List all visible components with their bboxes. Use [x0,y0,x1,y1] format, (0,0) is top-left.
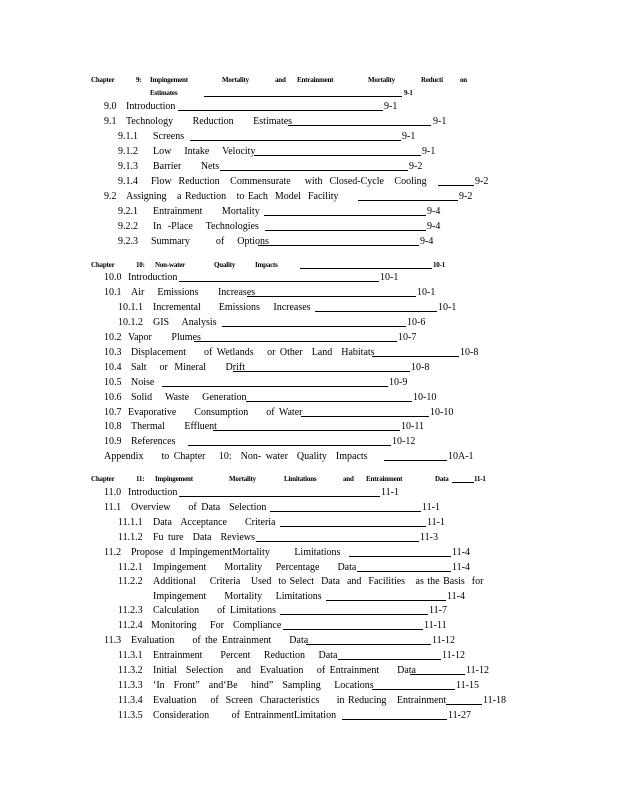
toc-entry-10-1-2[interactable] [0,316,618,330]
toc-entry-11-1-1[interactable] [0,516,618,530]
chapter-title-word: Quality [214,261,236,269]
toc-entry-number: 9.2.2 [118,221,138,232]
toc-entry-title: Thermal Effluent [131,421,217,432]
toc-entry-9-2-1[interactable] [0,205,618,219]
toc-page-number: 10-11 [401,421,424,432]
chapter-number: 11: [136,475,145,483]
toc-entry-11-3-3[interactable] [0,679,618,693]
toc-entry-title: Vapor Plumes [128,332,201,343]
toc-page-number: 9-2 [409,161,423,172]
chapter-number: 9: [136,76,142,84]
toc-page-number: 10-10 [430,407,454,418]
toc-entry-title: Air Emissions Increases [131,287,256,298]
toc-page-number: 9-1 [433,116,447,127]
toc-entry-number: 11.1.2 [118,532,143,543]
toc-entry-9-1-2[interactable] [0,145,618,159]
toc-entry-appendix-10[interactable] [0,450,618,464]
toc-page-number: 9-2 [459,191,473,202]
toc-entry-number: 10.4 [104,362,122,373]
toc-page-number: 9-4 [427,206,441,217]
toc-page-number: 10-1 [438,302,457,313]
toc-entry-title: Monitoring For Compliance [151,620,282,631]
toc-page-number: 9-1 [402,131,416,142]
toc-entry-number: 9.1.1 [118,131,138,142]
dot-leader [188,445,391,446]
toc-page-number: 10-10 [413,392,437,403]
chapter-title-word: Limitations [284,475,317,483]
toc-entry-number: 10.3 [104,347,122,358]
dot-leader [326,600,446,601]
toc-entry-number: 9.1.4 [118,176,138,187]
toc-entry-number: 10.1.1 [118,302,143,313]
toc-entry-number: 9.1 [104,116,117,127]
chapter-title-word: Non-water [155,261,186,269]
dot-leader [301,416,429,417]
toc-entry-title: References [131,436,176,447]
toc-entry-10-8[interactable] [0,420,618,434]
toc-entry-title: Low Intake Velocity [153,146,256,157]
chapter-title-word: Reducti [421,76,443,84]
toc-page-number: 10-6 [407,317,426,328]
chapter-title-word: and [343,475,354,483]
toc-entry-title: Initial Selection and Evaluation of Entrainment Data [153,665,416,676]
toc-entry-10-6[interactable] [0,391,618,405]
dot-leader [256,541,419,542]
toc-entry-number: 11.1.1 [118,517,143,528]
dot-leader [300,268,432,269]
toc-entry-11-3-5[interactable] [0,709,618,723]
toc-page-number: 10A-1 [448,451,474,462]
toc-entry-10-0[interactable] [0,271,618,285]
toc-page-number: 9-1 [384,101,398,112]
toc-entry-title: Assigning a Reduction to Each Model Facility [126,191,339,202]
toc-page-number: 11-11 [424,620,447,631]
toc-entry-title: Appendix to Chapter 10: Non- water Quality Impacts [104,451,368,462]
chapter-word: Chapter [91,475,115,483]
toc-entry-title: Technology Reduction Estimates [126,116,293,127]
toc-page-number: 11-12 [466,665,489,676]
toc-entry-11-2[interactable] [0,546,618,560]
dot-leader [179,281,379,282]
toc-page-number: 9-4 [427,221,441,232]
toc-page-number: 9-2 [475,176,489,187]
toc-entry-title: Evaluation of Screen Characteristics in Reducing Entrainment [153,695,447,706]
toc-entry-number: 10.7 [104,407,122,418]
toc-entry-number: 9.2.3 [118,236,138,247]
chapter-title-word: Mortality [229,475,256,483]
dot-leader [190,140,401,141]
dot-leader [342,719,447,720]
dot-leader [446,704,482,705]
chapter-number: 10: [136,261,145,269]
toc-entry-number: 11.3 [104,635,122,646]
toc-entry-number: 10.6 [104,392,122,403]
chapter-word: Chapter [91,76,115,84]
toc-entry-number: 11.2.2 [118,576,143,587]
toc-entry-number: 11.2.1 [118,562,143,573]
toc-entry-9-1-1[interactable] [0,130,618,144]
toc-entry-title: Introduction [128,487,178,498]
toc-page-number: 11-7 [429,605,447,616]
toc-entry-10-1-1[interactable] [0,301,618,315]
chapter-9-heading-continued [0,86,618,100]
toc-entry-9-1-4[interactable] [0,175,618,189]
toc-entry-11-1-2[interactable] [0,531,618,545]
toc-entry-10-7[interactable] [0,406,618,420]
toc-page-number: 10-1 [417,287,436,298]
dot-leader [280,614,428,615]
toc-entry-10-2[interactable] [0,331,618,345]
dot-leader [357,571,451,572]
dot-leader [204,96,402,97]
toc-entry-title: Noise [131,377,155,388]
dot-leader [270,511,421,512]
toc-entry-11-3-2[interactable] [0,664,618,678]
toc-entry-9-2-2[interactable] [0,220,618,234]
toc-entry-title: Propose d ImpingementMortality Limitations [131,547,341,558]
toc-entry-title: Introduction [126,101,176,112]
toc-entry-number: 11.3.2 [118,665,143,676]
toc-entry-number: 9.0 [104,101,117,112]
dot-leader [247,296,416,297]
toc-entry-11-2-1[interactable] [0,561,618,575]
chapter-word: Chapter [91,261,115,269]
toc-entry-number: 11.1 [104,502,122,513]
toc-entry-title: GIS Analysis [153,317,217,328]
toc-entry-number: 11.0 [104,487,122,498]
toc-entry-number: 11.2 [104,547,122,558]
toc-entry-number: 11.2.4 [118,620,143,631]
dot-leader [246,401,412,402]
dot-leader [233,371,410,372]
toc-page-number: 11-12 [432,635,455,646]
toc-page-number: 9-1 [422,146,436,157]
toc-entry-number: 9.1.2 [118,146,138,157]
toc-page-number: 11-3 [420,532,438,543]
chapter-11-heading [0,472,618,486]
toc-page-number: 10-12 [392,436,416,447]
chapter-title-word: Estimates [150,89,178,97]
toc-page-number: 10-8 [460,347,479,358]
toc-page-number: 10-9 [389,377,408,388]
toc-page-number: 11-1 [474,475,486,483]
toc-entry-11-2-3[interactable] [0,604,618,618]
dot-leader [315,311,437,312]
toc-page-number: 10-7 [398,332,417,343]
chapter-title-word: Impingement [155,475,193,483]
toc-entry-title: Entrainment Mortality [153,206,260,217]
dot-leader [162,386,388,387]
chapter-9-heading [0,73,618,87]
toc-entry-number: 9.2.1 [118,206,138,217]
toc-entry-10-1[interactable] [0,286,618,300]
toc-entry-title: Fu ture Data Reviews [153,532,255,543]
toc-entry-number: 10.1.2 [118,317,143,328]
toc-entry-title: Calculation of Limitations [153,605,277,616]
toc-entry-number: 11.3.5 [118,710,143,721]
dot-leader [283,629,423,630]
toc-entry-title: Salt or Mineral Drift [131,362,245,373]
toc-entry-10-9[interactable] [0,435,618,449]
toc-entry-title: Consideration of EntrainmentLimitation [153,710,337,721]
toc-entry-9-1[interactable] [0,115,618,129]
toc-entry-number: 10.9 [104,436,122,447]
dot-leader [264,215,426,216]
chapter-title-word: on [460,76,467,84]
toc-entry-title: Summary of Options [151,236,269,247]
dot-leader [258,245,419,246]
dot-leader [384,460,447,461]
toc-entry-11-3-1[interactable] [0,649,618,663]
dot-leader [372,689,455,690]
chapter-title-word: Data [435,475,449,483]
toc-entry-title: Displacement of Wetlands or Other Land Habitats [131,347,375,358]
toc-entry-11-1[interactable] [0,501,618,515]
toc-entry-number: 11.2.3 [118,605,143,616]
dot-leader [179,496,380,497]
toc-page-number: 11-1 [422,502,440,513]
toc-entry-title: Barrier Nets [153,161,220,172]
dot-leader [306,644,431,645]
chapter-title-word: Entrainment [366,475,403,483]
toc-entry-title: Introduction [128,272,178,283]
dot-leader [438,185,474,186]
toc-entry-number: 10.0 [104,272,122,283]
toc-entry-number: 11.3.4 [118,695,143,706]
toc-entry-title: Impingement Mortality Percentage Data [153,562,357,573]
chapter-title-word: Mortality [222,76,249,84]
toc-entry-11-3[interactable] [0,634,618,648]
toc-entry-title: ‘In Front” and‘Be hind” Sampling Locations [153,680,374,691]
toc-entry-11-0[interactable] [0,486,618,500]
chapter-title-word: Mortality [368,76,395,84]
toc-entry-9-0[interactable] [0,100,618,114]
dot-leader [372,356,459,357]
dot-leader [220,170,408,171]
toc-page-number: 10-1 [433,261,446,269]
dot-leader [349,556,451,557]
toc-entry-title: Incremental Emissions Increases [153,302,311,313]
toc-entry-10-4[interactable] [0,361,618,375]
toc-page-number: 10-1 [380,272,399,283]
toc-entry-number: 10.5 [104,377,122,388]
toc-entry-11-3-4[interactable] [0,694,618,708]
toc-entry-title: Evaluation of the Entrainment Data [131,635,309,646]
toc-entry-10-3[interactable] [0,346,618,360]
toc-entry-11-2-4[interactable] [0,619,618,633]
toc-entry-number: 11.3.3 [118,680,143,691]
toc-entry-title: Additional Criteria Used to Select Data and Facilities as the Basis for [153,576,484,587]
toc-entry-title: Evaporative Consumption of Water [128,407,303,418]
toc-entry-title: Solid Waste Generation [131,392,247,403]
toc-page-number: 11-12 [442,650,465,661]
toc-entry-number: 9.2 [104,191,117,202]
toc-page-number: 11-4 [447,591,465,602]
dot-leader [254,155,421,156]
toc-entry-title: Screens [153,131,185,142]
dot-leader [358,200,458,201]
dot-leader [178,110,383,111]
toc-entry-number: 10.2 [104,332,122,343]
dot-leader [452,482,474,483]
toc-entry-title: Data Acceptance Criteria [153,517,276,528]
toc-entry-10-5[interactable] [0,376,618,390]
toc-page-number: 9-1 [404,89,413,97]
toc-entry-number: 11.3.1 [118,650,143,661]
toc-entry-11-2-2[interactable] [0,575,618,605]
dot-leader [288,125,431,126]
toc-page-number: 9-4 [420,236,434,247]
toc-entry-title: Entrainment Percent Reduction Data [153,650,338,661]
chapter-title-word: and [275,76,286,84]
toc-entry-number: 9.1.3 [118,161,138,172]
toc-page-number: 11-1 [381,487,399,498]
dot-leader [280,526,426,527]
dot-leader [213,430,400,431]
dot-leader [338,659,441,660]
toc-page-number: 10-8 [411,362,430,373]
chapter-10-heading [0,258,618,272]
toc-entry-9-2-3[interactable] [0,235,618,249]
dot-leader [222,326,406,327]
toc-entry-title: Overview of Data Selection [131,502,267,513]
dot-leader [194,341,397,342]
dot-leader [265,230,426,231]
toc-page-number: 11-4 [452,562,470,573]
dot-leader [410,674,465,675]
toc-entry-title: In -Place Technologies [153,221,259,232]
toc-entry-title: Flow Reduction Commensurate with Closed-Cycle Cooling [151,176,427,187]
toc-entry-9-2[interactable] [0,190,618,204]
chapter-title-word: Impingement [150,76,188,84]
toc-entry-title-line-2: Impingement Mortality Limitations [153,591,322,602]
toc-entry-number: 10.1 [104,287,122,298]
toc-entry-number: 10.8 [104,421,122,432]
chapter-title-word: Entrainment [297,76,334,84]
toc-page-number: 11-4 [452,547,470,558]
toc-entry-9-1-3[interactable] [0,160,618,174]
chapter-title-word: Impacts [255,261,278,269]
toc-page-number: 11-15 [456,680,479,691]
toc-page-number: 11-27 [448,710,471,721]
toc-page-number: 11-1 [427,517,445,528]
toc-page-number: 11-18 [483,695,506,706]
